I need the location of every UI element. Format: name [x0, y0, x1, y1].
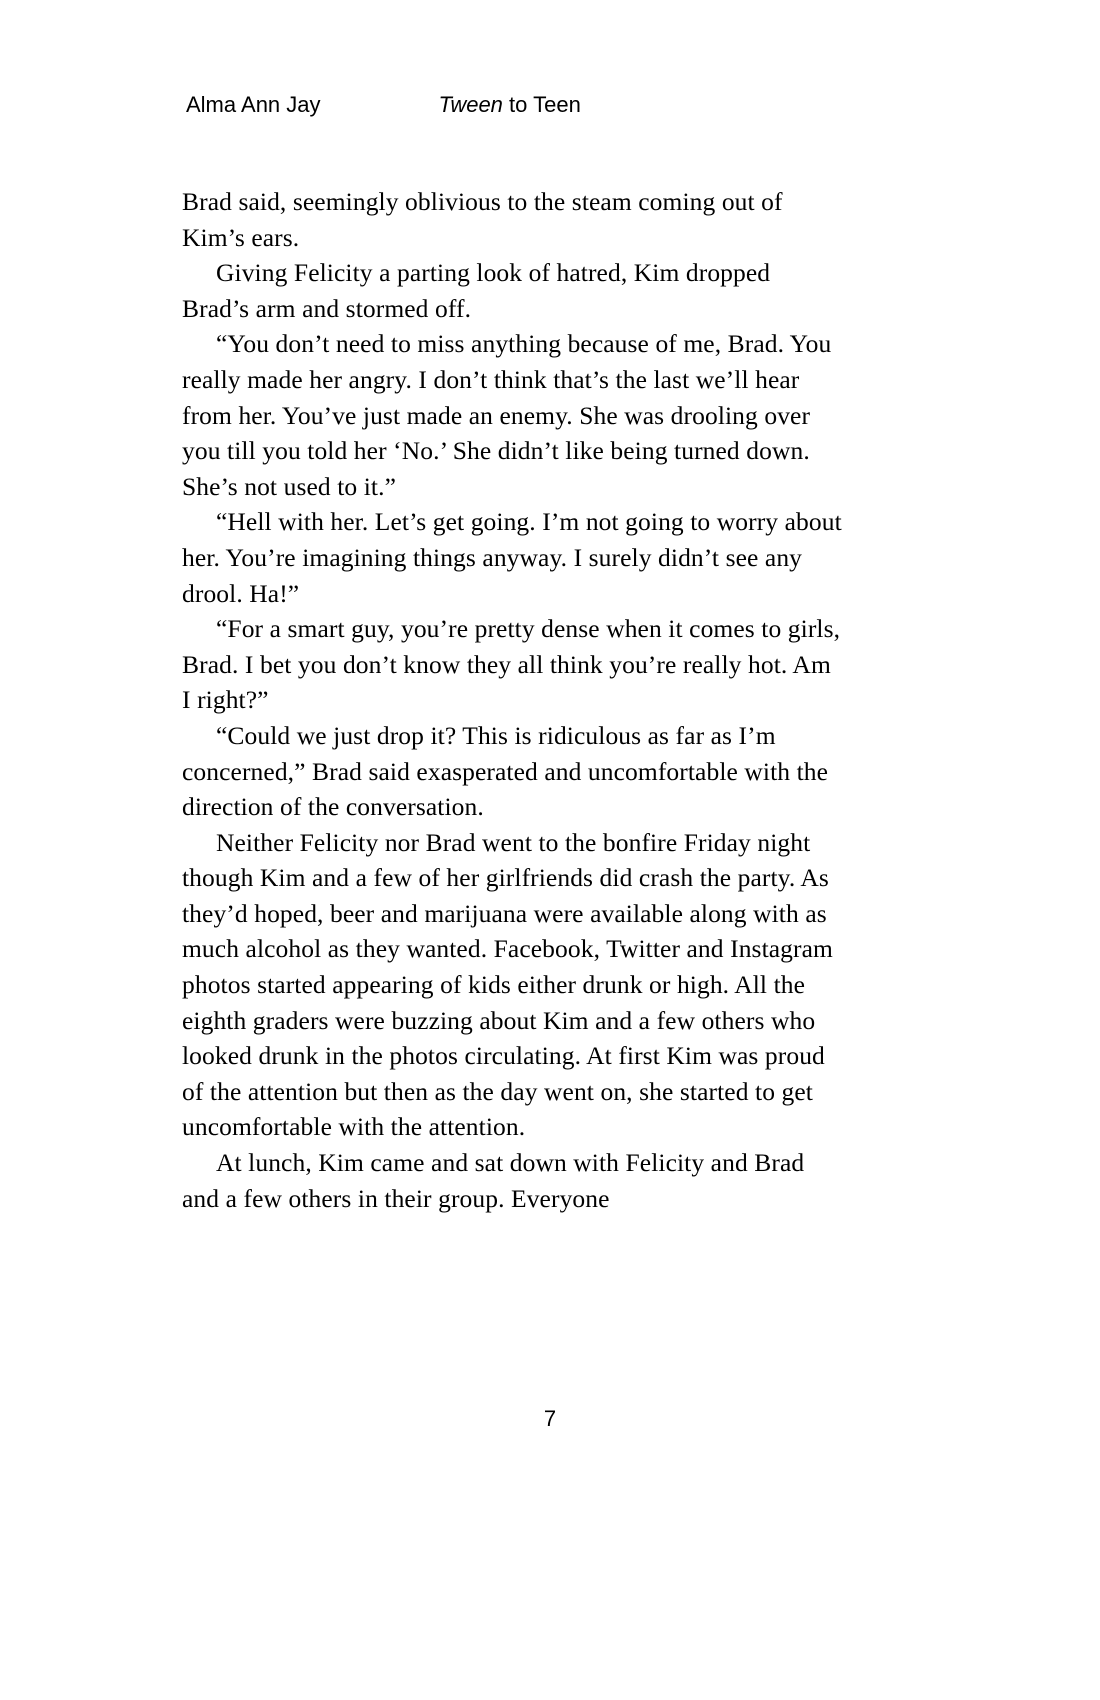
running-head-book-title-italic: Tween: [438, 92, 503, 117]
body-text-column: [182, 184, 849, 1216]
paragraph: “For a smart guy, you’re pretty dense when it comes to girls, Brad. I bet you don’t know they all think you’re really hot. Am I right?”: [182, 614, 847, 715]
page-number: 7: [543, 1406, 557, 1431]
paragraph: Neither Felicity nor Brad went to the bonfire Friday night though Kim and a few of her girlfriends did crash the party. As they’d hoped, beer and marijuana were available along with as much alcohol as they wanted. Facebook, Twitter and Instagram photos started appearing of kids either drunk or high. All the eighth graders were buzzing about Kim and a few others who looked drunk in the photos circulating. At first Kim was proud of the attention but then as the day went on, she started to get uncomfortable with the attention.: [182, 827, 840, 1142]
running-head: [186, 92, 886, 118]
paragraph: “Hell with her. Let’s get going. I’m not going to worry about her. You’re imagining things anyway. I surely didn’t see any drool. Ha!”: [182, 507, 849, 608]
paragraph: “Could we just drop it? This is ridiculous as far as I’m concerned,” Brad said exasperated and uncomfortable with the direction of the conversation.: [182, 720, 835, 822]
paragraph: Giving Felicity a parting look of hatred, Kim dropped Brad’s arm and stormed off.: [182, 258, 777, 323]
paragraph: “You don’t need to miss anything because of me, Brad. You really made her angry. I don’t think that’s the last we’ll hear from her. You’ve just made an enemy. She was drooling over you till you told her ‘No.’ She didn’t like being turned down. She’s not used to it.”: [182, 329, 838, 501]
paragraph: At lunch, Kim came and sat down with Felicity and Brad and a few others in their group. Everyone: [182, 1148, 811, 1213]
running-head-author: Alma Ann Jay: [186, 92, 321, 117]
paragraph: Brad said, seemingly oblivious to the steam coming out of Kim’s ears.: [182, 187, 790, 252]
running-head-book-title-rest: to Teen: [502, 92, 581, 117]
running-head-book-title: [439, 92, 581, 118]
